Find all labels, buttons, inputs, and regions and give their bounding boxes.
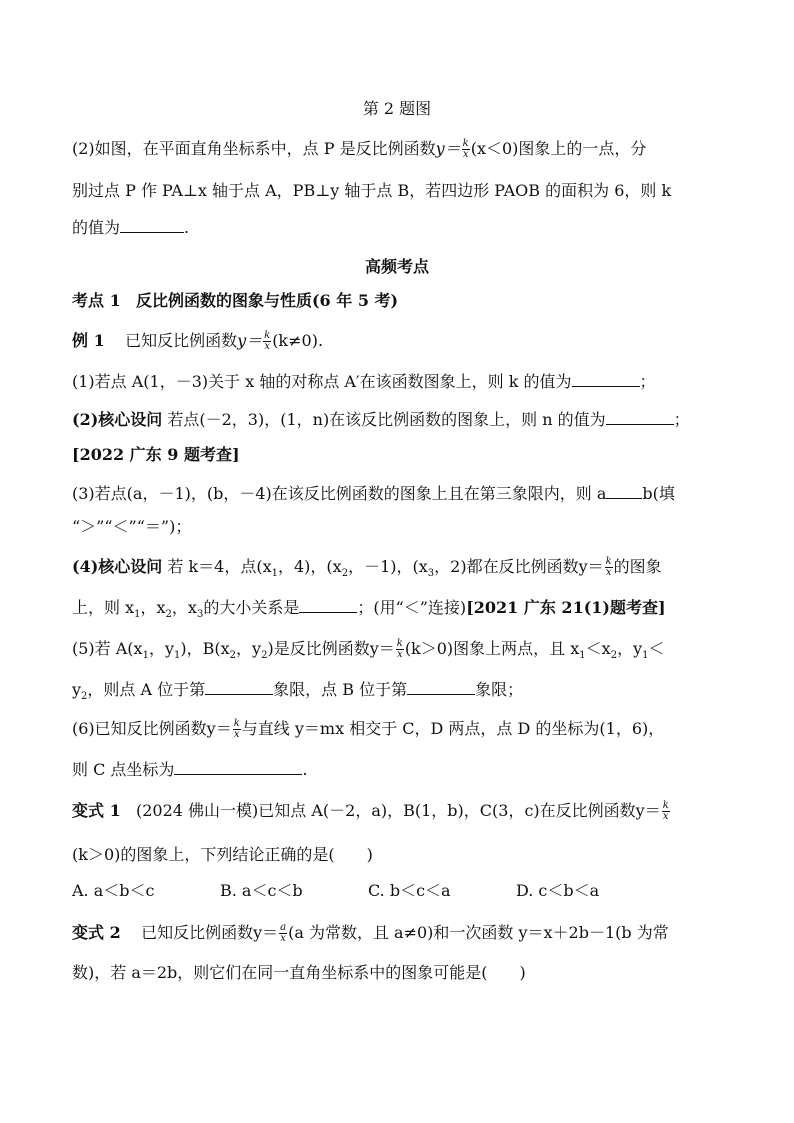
item-6-line-2: 则 C 点坐标为 . [72, 760, 308, 779]
answer-blank [572, 370, 640, 387]
variant-2-line-2: 数)，若 a＝2b，则它们在同一直角坐标系中的图象可能是( ) [72, 963, 526, 982]
choice-d: D. c＜b＜a [516, 881, 600, 900]
fraction-k-over-x: $\frac{k}{x}$ [605, 556, 612, 578]
question-2-line-1: (2)如图，在平面直角坐标系中，点 P 是反比例函数y＝ $\frac{k}{x}$ (x＜0)图象上的一点，分 [72, 138, 647, 160]
answer-blank [407, 678, 475, 695]
answer-blank [120, 216, 184, 233]
variant-2-line-1: 变式 2 已知反比例函数y＝ $\frac{a}{x}$ (a 为常数，且 a≠0)和一次函数 y＝x＋2b－1(b 为常 [72, 922, 669, 944]
item-4-line-1: (4)核心设问 若 k＝4，点($x_1$，4)，($x_2$，－1)，($x_3$，2)都在反比例函数y＝ $\frac{k}{x}$ 的图象 [72, 556, 662, 580]
fraction-k-over-x: $\frac{k}{x}$ [462, 138, 469, 160]
variant-1-line-2: (k＞0)的图象上，下列结论正确的是( ) [72, 845, 373, 864]
question-2-line-2: 别过点 P 作 PA⊥x 轴于点 A，PB⊥y 轴于点 B，若四边形 PAOB 的面积为 6，则 k [72, 181, 672, 200]
figure-caption: 第 2 题图 [362, 99, 432, 118]
item-2: (2)核心设问 若点(－2，3)，(1，n)在该反比例函数的图象上，则 n 的值为 ； [72, 410, 690, 429]
item-5-line-2: $y_2$，则点 A 位于第 象限，点 B 位于第 象限； [72, 680, 524, 703]
item-1: (1)若点 A(1，－3)关于 x 轴的对称点 A′在该函数图象上，则 k 的值为 ； [72, 372, 656, 391]
answer-blank [174, 758, 302, 775]
question-2-line-3: 的值为 . [72, 218, 190, 237]
fraction-k-over-x: $\frac{k}{x}$ [396, 638, 403, 660]
item-6-line-1: (6)已知反比例函数y＝ $\frac{k}{x}$ 与直线 y＝mx 相交于 C，D 两点，点 D 的坐标为(1，6)， [72, 718, 665, 740]
item-4-line-2: 上，则 $x_1$，$x_2$，$x_3$的大小关系是 ；(用“＜”连接)[2021 广东 21(1)题考查] [72, 598, 666, 621]
answer-blank [606, 408, 674, 425]
item-5-line-1: (5)若 $A(x_1$，$y_1$)，$B(x_2$，$y_2$)是反比例函数y＝ $\frac{k}{x}$ (k＞0)图象上两点，且 $x_1<x_2$，$y_1<$ [72, 638, 665, 662]
kaodian-heading: 考点 1 反比例函数的图象与性质(6 年 5 考) [72, 291, 399, 310]
answer-blank [299, 596, 357, 613]
fraction-k-over-x: $\frac{k}{x}$ [264, 330, 271, 352]
section-title: 高频考点 [364, 257, 429, 276]
variant-1-line-1: 变式 1 (2024 佛山一模)已知点 A(－2，a)，B(1，b)，C(3，c)在反比例函数y＝ $\frac{k}{x}$ [72, 800, 669, 822]
answer-blank [205, 678, 273, 695]
choice-c: C. b＜c＜a [368, 881, 451, 900]
item-3-line-1: (3)若点(a，－1)，(b，－4)在该反比例函数的图象上且在第三象限内，则 a b(填 [72, 484, 675, 503]
item-3-line-2: “＞”“＜”“＝”)； [72, 517, 192, 536]
choice-a: A. a＜b＜c [72, 881, 155, 900]
choice-b: B. a＜c＜b [220, 881, 303, 900]
fraction-k-over-x: $\frac{k}{x}$ [233, 718, 240, 740]
item-2-reference: [2022 广东 9 题考查] [72, 445, 240, 464]
answer-blank [606, 482, 642, 499]
example-1-heading: 例 1 已知反比例函数y＝ $\frac{k}{x}$ (k≠0). [72, 330, 324, 352]
fraction-a-over-x: $\frac{a}{x}$ [280, 922, 287, 944]
fraction-k-over-x: $\frac{k}{x}$ [662, 800, 669, 822]
variant-1-choices [72, 880, 722, 902]
